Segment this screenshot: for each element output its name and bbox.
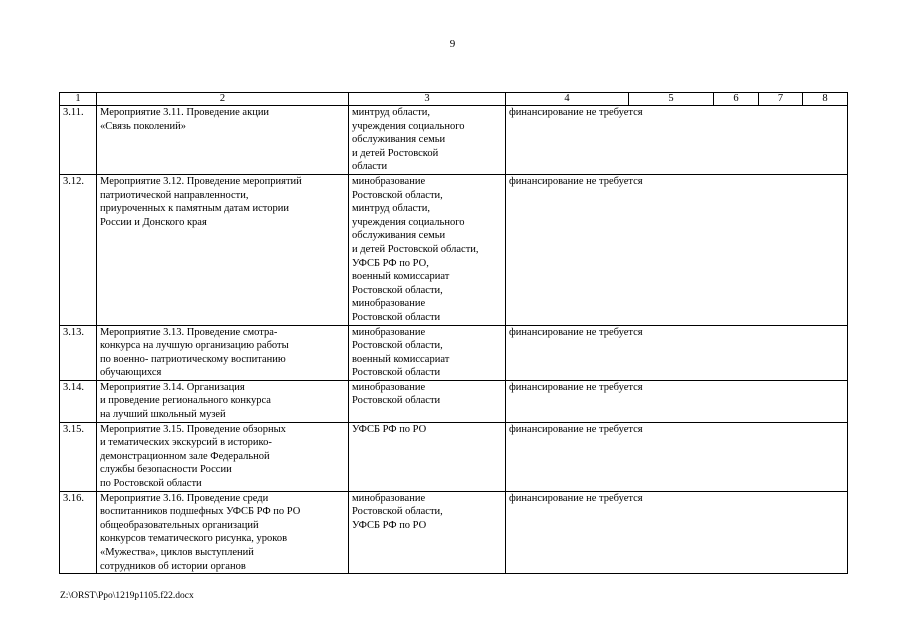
executor-text-line: учреждения социального — [352, 120, 465, 132]
footer-file-path: Z:\ORST\Ppo\1219p1105.f22.docx — [60, 591, 194, 601]
funding-cell: финансирование не требуется — [506, 174, 848, 325]
executor-text-line: минобразование — [352, 492, 426, 504]
header-col-1: 1 — [60, 93, 97, 106]
header-col-3: 3 — [349, 93, 506, 106]
header-col-7: 7 — [759, 93, 803, 106]
event-cell — [97, 325, 349, 380]
row-number: 3.15. — [60, 422, 97, 491]
event-text-line: Мероприятие 3.11. Проведение акции — [100, 107, 270, 118]
funding-cell: финансирование не требуется — [506, 422, 848, 491]
table-row — [60, 325, 848, 380]
row-number: 3.16. — [60, 491, 97, 574]
executor-cell — [349, 380, 506, 422]
table-body — [60, 106, 848, 574]
executor-text-line: минобразование — [352, 326, 426, 338]
executor-text-line: минобразование — [352, 175, 426, 187]
event-text-line: приуроченных к памятным датам истории — [100, 203, 289, 215]
executor-cell — [349, 491, 506, 574]
table-row — [60, 491, 848, 574]
table-row — [60, 380, 848, 422]
event-cell — [97, 422, 349, 491]
event-text-line: «Связь поколений» — [100, 120, 187, 132]
event-cell — [97, 106, 349, 175]
event-text-line: Мероприятие 3.14. Организация — [100, 381, 245, 393]
row-number: 3.13. — [60, 325, 97, 380]
event-text-line: и проведение регионального конкурса — [100, 395, 271, 407]
funding-cell: финансирование не требуется — [506, 380, 848, 422]
event-text-line: по Ростовской области — [100, 478, 202, 490]
events-table — [59, 92, 848, 574]
executor-text-line: минтруд области, — [352, 203, 430, 215]
executor-text-line: области — [352, 161, 388, 173]
executor-text-line: минобразование — [352, 381, 426, 393]
event-cell — [97, 380, 349, 422]
executor-text-line: военный комиссариат — [352, 271, 450, 283]
executor-text-line: минобразование — [352, 298, 426, 310]
funding-cell: финансирование не требуется — [506, 325, 848, 380]
header-row — [60, 93, 848, 106]
header-col-2: 2 — [97, 93, 349, 106]
event-text-line: конкурса на лучшую организацию работы — [100, 340, 289, 352]
event-text-line: Мероприятие 3.16. Проведение среди — [100, 492, 269, 504]
event-text-line: обучающихся — [100, 367, 162, 379]
executor-text-line: и детей Ростовской области, — [352, 243, 479, 255]
event-text-line: на лучший школьный музей — [100, 409, 226, 421]
executor-text-line: Ростовской области — [352, 311, 441, 323]
funding-cell: финансирование не требуется — [506, 491, 848, 574]
header-col-8: 8 — [803, 93, 848, 106]
executor-text-line: минтруд области, — [352, 107, 430, 118]
executor-cell — [349, 325, 506, 380]
executor-text-line: Ростовской области, — [352, 506, 443, 518]
executor-text-line: Ростовской области, — [352, 189, 443, 201]
header-col-5: 5 — [629, 93, 714, 106]
executor-cell — [349, 106, 506, 175]
executor-text-line: обслуживания семьи — [352, 230, 446, 242]
executor-text-line: УФСБ РФ по РО, — [352, 257, 429, 269]
header-col-4: 4 — [506, 93, 629, 106]
row-number: 3.14. — [60, 380, 97, 422]
row-number: 3.12. — [60, 174, 97, 325]
executor-text-line: учреждения социального — [352, 216, 465, 228]
event-text-line: патриотической направленности, — [100, 189, 249, 201]
event-text-line: «Мужества», циклов выступлений — [100, 547, 254, 558]
table-row — [60, 174, 848, 325]
event-text-line: конкурсов тематического рисунка, уроков — [100, 533, 288, 545]
event-text-line: и тематических экскурсий в историко- — [100, 437, 272, 449]
executor-cell — [349, 422, 506, 491]
event-text-line: Мероприятие 3.13. Проведение смотра- — [100, 326, 278, 338]
executor-text-line: Ростовской области — [352, 395, 441, 407]
event-text-line: по военно- патриотическому воспитанию — [100, 353, 286, 365]
executor-text-line: военный комиссариат — [352, 353, 450, 365]
funding-cell: финансирование не требуется — [506, 106, 848, 175]
executor-text-line: и детей Ростовской — [352, 147, 439, 159]
event-text-line: воспитанников подшефных УФСБ РФ по РО — [100, 506, 301, 518]
event-cell — [97, 174, 349, 325]
event-text-line: службы безопасности России — [100, 464, 232, 476]
event-text-line: Мероприятие 3.12. Проведение мероприятий — [100, 175, 302, 187]
page-number: 9 — [449, 38, 456, 50]
executor-text-line: Ростовской области — [352, 367, 441, 379]
header-col-6: 6 — [714, 93, 759, 106]
event-text-line: Мероприятие 3.15. Проведение обзорных — [100, 423, 286, 435]
event-cell — [97, 491, 349, 574]
event-text-line: демонстрационном зале Федеральной — [100, 450, 270, 462]
event-text-line: сотрудников об истории органов — [100, 560, 246, 572]
executor-text-line: УФСБ РФ по РО — [352, 423, 427, 435]
table-row — [60, 106, 848, 175]
executor-text-line: Ростовской области, — [352, 340, 443, 352]
executor-cell — [349, 174, 506, 325]
event-text-line: общеобразовательных организаций — [100, 519, 259, 531]
executor-text-line: Ростовской области, — [352, 284, 443, 296]
table-row — [60, 422, 848, 491]
executor-text-line: обслуживания семьи — [352, 134, 446, 146]
executor-text-line: УФСБ РФ по РО — [352, 519, 427, 531]
row-number: 3.11. — [60, 106, 97, 175]
event-text-line: России и Донского края — [100, 216, 207, 228]
